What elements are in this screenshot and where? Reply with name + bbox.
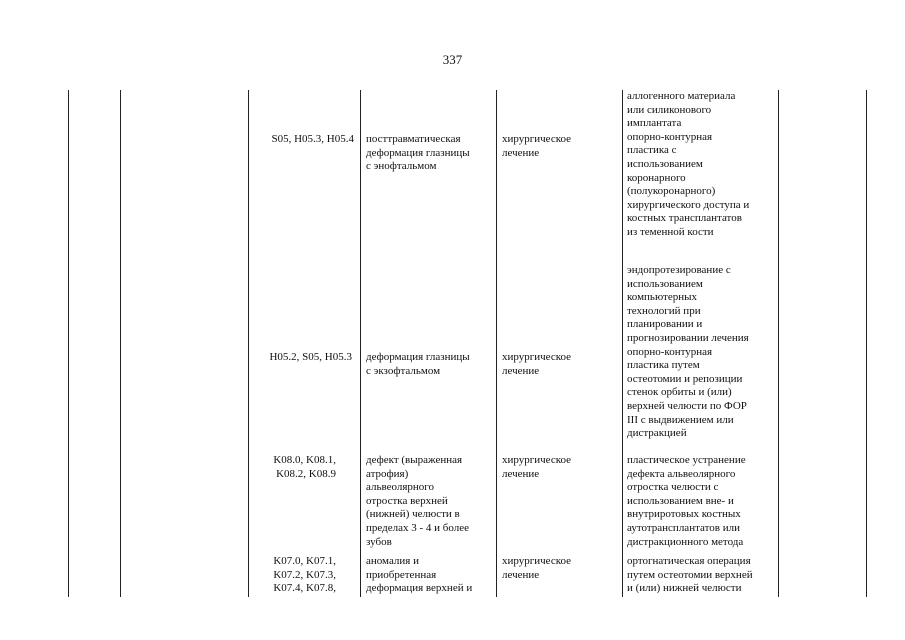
method: эндопротезирование с использованием компьютерных технологий при планировании и прогнозировании лечения опорно-контурная пластика путем остеотомии и репозиции стенок орбиты и (или) верхней челюсти по ФОР III с выдвижением или дистракцией (627, 264, 749, 440)
diagnosis: аномалия и приобретенная деформация верхней и (366, 555, 473, 595)
method: пластическое устранение дефекта альвеолярного отростка челюсти с использованием вне- и внутриротовых костных аутотрансплантатов или дистракционного метода (627, 454, 746, 548)
diagnosis: дефект (выраженная атрофия) альвеолярного отростка верхней (нижней) челюсти в пределах 3 - 4 и более зубов (366, 454, 469, 548)
table-border-right (866, 90, 867, 597)
column-divider-4 (496, 90, 497, 597)
method-continuation: аллогенного материала или силиконового имплантата опорно-контурная пластика с использованием коронарного (полукоронарного) хирургического доступа и костных трансплантатов из теменной кости (627, 90, 750, 238)
column-divider-5 (622, 90, 623, 597)
table-border-left (68, 90, 69, 597)
column-divider-1 (120, 90, 121, 597)
treatment-type: хирургическое лечение (502, 351, 572, 377)
icd-codes: K07.0, K07.1, K07.2, K07.3, K07.4, K07.8, (273, 555, 336, 595)
method: ортогнатическая операция путем остеотомии верхней и (или) нижней челюсти (627, 555, 753, 595)
treatment-type: хирургическое лечение (502, 555, 572, 581)
column-divider-3 (360, 90, 361, 597)
page-number: 337 (442, 52, 463, 67)
diagnosis: деформация глазницы с экзофтальмом (366, 351, 470, 377)
diagnosis: посттравматическая деформация глазницы с энофтальмом (366, 133, 470, 173)
icd-codes: K08.0, K08.1, K08.2, K08.9 (273, 454, 336, 480)
treatment-type: хирургическое лечение (502, 454, 572, 480)
icd-codes: H05.2, S05, H05.3 (269, 351, 352, 363)
column-divider-2 (248, 90, 249, 597)
treatment-type: хирургическое лечение (502, 133, 572, 159)
icd-codes: S05, H05.3, H05.4 (271, 133, 354, 145)
